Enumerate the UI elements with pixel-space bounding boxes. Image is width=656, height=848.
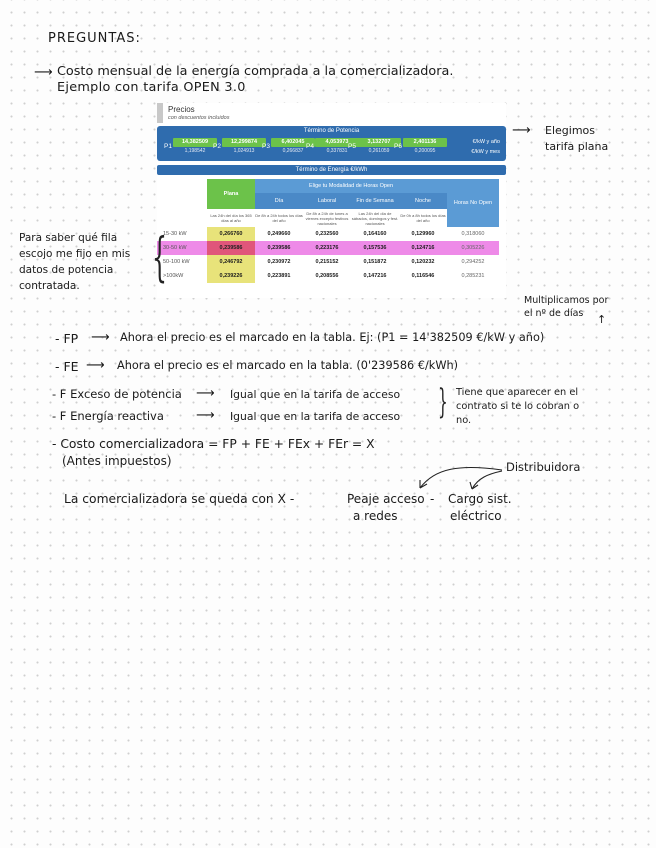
side-note-line: escojo me fijo en mis — [19, 248, 131, 260]
price-cell: 0,249660 — [267, 231, 291, 237]
price-cell: 0,129960 — [411, 231, 435, 237]
potencia-panel — [157, 126, 506, 161]
note-multiplicamos: Multiplicamos por — [524, 295, 609, 306]
left-brace-icon: { — [152, 228, 167, 288]
period-label: P4 — [306, 143, 314, 150]
price-cell: 0,120232 — [411, 259, 435, 265]
arrow-right-icon: ⟶ — [196, 386, 215, 401]
table-row — [157, 227, 499, 241]
price-cell: 0,124716 — [399, 241, 447, 255]
col-sub-laboral: De 8h a 24h de lunes a viernes excepto festivos nacionales — [303, 209, 351, 227]
side-note-line: Para saber qué fila — [19, 232, 118, 244]
arrow-right-icon: ⟶ — [91, 330, 110, 345]
tiene-note: Tiene que aparecer en el — [456, 387, 579, 398]
col-header-noche: Noche — [399, 193, 447, 209]
period-year-value: 12,299874 — [222, 138, 266, 147]
price-cell: 0,116546 — [411, 273, 435, 279]
question-line-2: Ejemplo con tarifa OPEN 3.0 — [57, 80, 246, 95]
igual-text: Igual que en la tarifa de acceso — [230, 410, 401, 423]
curved-arrows-icon — [400, 462, 510, 496]
row-label: 15-30 kW — [163, 231, 187, 237]
period-month-value: 0,261059 — [368, 148, 390, 154]
plana-header: Plana — [207, 179, 255, 209]
tiene-note: contrato si te lo cobran o — [456, 401, 580, 412]
redes-label: a redes — [353, 509, 398, 523]
table-row — [157, 255, 499, 269]
price-cell: 0,230972 — [267, 259, 291, 265]
table-row-highlighted — [157, 241, 499, 255]
fp-line: Ahora el precio es el marcado en la tabla. Ej: (P1 = 14'382509 €/kW y año) — [120, 331, 545, 344]
price-cell: 0,239586 — [255, 241, 303, 255]
period-year-value: 14,382509 — [173, 138, 217, 147]
fe-label: - FE — [55, 359, 79, 374]
unit-month: €/kW y mes — [471, 149, 500, 155]
period-label: P1 — [164, 143, 172, 150]
table-row — [157, 269, 499, 283]
arrow-up-icon: ↑ — [597, 313, 607, 326]
electrico-label: eléctrico — [450, 509, 502, 523]
price-cell: 0,215152 — [315, 259, 339, 265]
price-cell: 0,223891 — [267, 273, 291, 279]
period-label: P3 — [262, 143, 270, 150]
price-cell: 0,318060 — [461, 231, 485, 237]
period-month-value: 1,024913 — [233, 148, 255, 154]
period-month-value: 0,200095 — [414, 148, 436, 154]
price-cell: 0,208556 — [315, 273, 339, 279]
price-cell: 0,239226 — [207, 269, 255, 283]
costo-line: - Costo comercializadora = FP + FE + FEx + FEr = X — [52, 437, 375, 451]
right-brace-icon: } — [437, 382, 448, 422]
distribuidora-label: Distribuidora — [506, 460, 581, 474]
antes-impuestos: (Antes impuestos) — [62, 454, 172, 468]
row-label: >100kW — [163, 273, 184, 279]
dash: - — [430, 492, 435, 506]
side-note-line: contratada. — [19, 280, 80, 292]
col-sub-plana: Las 24h del día los 365 días al año — [207, 209, 255, 227]
period-label: P5 — [348, 143, 356, 150]
price-table-image — [157, 103, 506, 298]
price-cell: 0,266760 — [207, 227, 255, 241]
price-cell: 0,157536 — [351, 241, 399, 255]
price-cell: 0,246792 — [207, 255, 255, 269]
period-month-value: 0,337831 — [326, 148, 348, 154]
fex-label: - F Exceso de potencia — [52, 387, 182, 401]
price-cell: 0,294252 — [461, 259, 485, 265]
arrow-right-icon: ⟶ — [196, 408, 215, 423]
period-year-value: 6,402045 — [271, 138, 315, 147]
arrow-right-icon: ⟶ — [34, 65, 53, 80]
igual-text: Igual que en la tarifa de acceso — [230, 388, 401, 401]
period-year-value: 4,053973 — [315, 138, 359, 147]
note-tarifa-plana: tarifa plana — [545, 140, 609, 153]
arrow-right-icon: ⟶ — [512, 123, 531, 138]
note-dias: el nº de días — [524, 308, 584, 319]
elige-header: Elige tu Modalidad de Horas Open — [255, 179, 447, 193]
image-title: Precios — [168, 105, 195, 114]
col-sub-noche: De 0h a 8h todos los días del año — [399, 209, 447, 227]
price-cell: 0,232560 — [315, 231, 339, 237]
col-header-no-open: Horas No Open — [447, 179, 499, 227]
price-cell: 0,239586 — [207, 241, 255, 255]
cargo-label: Cargo sist. — [448, 492, 512, 506]
col-header-fin-semana: Fin de Semana — [351, 193, 399, 209]
col-sub-fin-semana: Las 24h del día de sábados, domingos y fest. nacionales — [351, 210, 399, 226]
period-month-value: 0,266837 — [282, 148, 304, 154]
price-cell: 0,285231 — [461, 273, 485, 279]
tiene-note: no. — [456, 415, 472, 426]
fp-label: - FP — [55, 331, 79, 346]
peaje-label: Peaje acceso — [347, 492, 425, 506]
price-cell: 0,147216 — [363, 273, 387, 279]
col-sub-dia: De 8h a 24h todos los días del año — [255, 209, 303, 227]
side-note-line: datos de potencia — [19, 264, 114, 276]
price-cell: 0,164160 — [363, 231, 387, 237]
price-cell: 0,151872 — [363, 259, 387, 265]
row-label: 30-50 kW — [157, 241, 207, 255]
arrow-to-peaje — [420, 467, 502, 488]
fe-line: Ahora el precio es el marcado en la tabla. (0'239586 €/kWh) — [117, 359, 459, 372]
row-label: 50-100 kW — [163, 259, 190, 265]
period-label: P6 — [394, 143, 402, 150]
potencia-title: Término de Potencia — [303, 128, 360, 134]
price-cell: 0,305226 — [447, 241, 499, 255]
col-header-laboral: Laboral — [303, 193, 351, 209]
col-header-dia: Día — [255, 193, 303, 209]
period-p6 — [394, 138, 447, 158]
price-cell: 0,223176 — [303, 241, 351, 255]
note-elegimos: Elegimos — [545, 124, 595, 137]
period-year-value: 2,401136 — [403, 138, 447, 147]
image-header-bar — [157, 103, 163, 123]
fer-label: - F Energía reactiva — [52, 409, 164, 423]
period-month-value: 1,198542 — [184, 148, 206, 154]
energia-title: Término de Energía €/kWh — [157, 165, 506, 175]
page-title: PREGUNTAS: — [48, 31, 141, 46]
arrow-right-icon: ⟶ — [86, 358, 105, 373]
question-line-1: Costo mensual de la energía comprada a la comercializadora. — [57, 64, 454, 79]
image-subtitle: con descuentos incluidos — [168, 115, 230, 121]
period-year-value: 3,132707 — [357, 138, 401, 147]
unit-year: €/kW y año — [472, 139, 500, 145]
queda-line: La comercializadora se queda con X - — [64, 492, 295, 506]
period-label: P2 — [213, 143, 221, 150]
energy-price-table — [157, 179, 499, 283]
